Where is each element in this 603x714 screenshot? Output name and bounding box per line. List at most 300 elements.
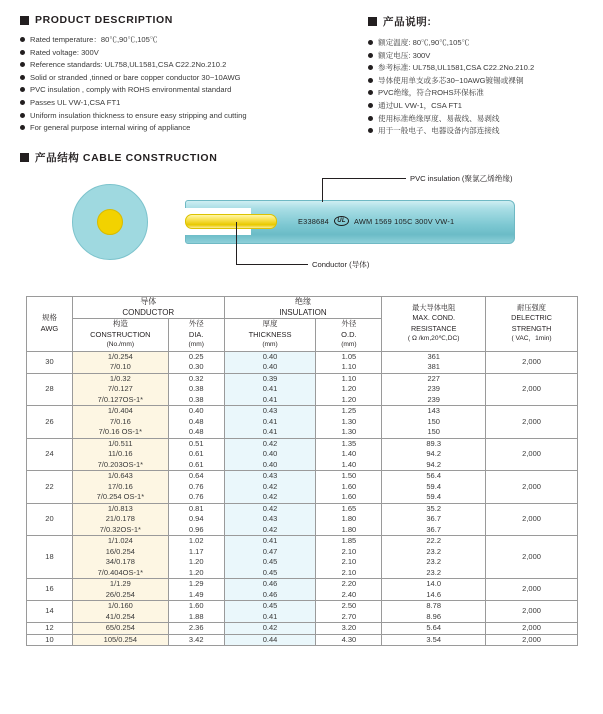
cell-line: 1.30 [341,427,357,436]
insulation-leader-horizontal [322,178,406,179]
list-item [368,125,598,136]
cell-line: 0.46 [262,589,278,599]
cell-line: 1/0.643 [107,471,133,480]
cell-line: 1.60 [188,601,204,610]
cell-dia [168,536,224,579]
cell-construction [72,373,168,406]
cell-line: 0.44 [262,634,278,644]
cell-dia [168,579,224,601]
cell-line: 1.60 [341,492,357,501]
header-resistance-cn: 最大导体电阻 [412,302,456,312]
insulation-leader-vertical [322,178,323,202]
table-row [27,634,578,646]
cell-line: 36.7 [426,524,441,534]
header-dielectric-unit: ( VAC，1min) [511,335,552,343]
product-description-list [20,34,340,134]
header-insulation-group [224,297,382,319]
header-od-cn: 外径 [341,319,357,328]
cell-line: 0.30 [188,362,204,371]
cell-resistance [382,623,486,635]
table-row [27,471,578,504]
list-item-label: Passes UL VW-1,CSA FT1 [30,97,121,107]
table-row [27,536,578,579]
bullet-dot-icon [20,125,25,130]
header-resistance-en-2: RESISTANCE [410,323,457,333]
cell-line: 59.4 [426,481,441,491]
cell-awg: 12 [27,623,73,635]
cell-line: 0.41 [262,427,278,436]
product-description-cn-block [368,14,598,138]
cell-line: 7/0.32OS-1* [99,524,141,534]
cell-dia [168,373,224,406]
cell-line: 3.54 [426,634,441,644]
cell-dielectric: 2,000 [486,351,578,373]
list-item [20,84,340,95]
cell-od [316,601,382,623]
bullet-dot-icon [368,78,373,83]
table-row [27,438,578,471]
cell-line: 0.41 [262,611,278,621]
cell-line: 0.64 [188,471,204,480]
cell-line: 1.40 [341,449,357,458]
description-area [0,14,603,134]
cell-od [316,579,382,601]
cell-line: 381 [427,362,440,371]
cell-dia [168,601,224,623]
list-item-label: 参考标准: UL758,UL1581,CSA C22.2No.210.2 [378,63,535,73]
list-item [20,72,340,83]
ul-file-number: E338684 [298,216,329,226]
list-item-label: Rated temperature：80℃,90℃,105℃ [30,35,158,44]
ul-logo-icon: UL [334,216,349,226]
cell-line: 7/0.127OS-1* [97,394,144,404]
cell-line: 0.81 [188,503,204,513]
specification-table-wrap [26,296,578,646]
cell-line: 1/1.024 [107,536,133,545]
cell-line: 8.78 [426,601,441,610]
cell-line: 7/0.203OS-1* [97,459,144,469]
header-dielectric [486,297,578,352]
cell-dia [168,623,224,635]
list-item-label: 导体使用单支或多芯30~10AWG镀锡或裸铜 [378,75,524,85]
cell-resistance [382,406,486,439]
cell-line: 0.42 [262,438,278,448]
cell-dia [168,438,224,471]
table-row [27,503,578,536]
cell-line: 1.85 [341,536,357,545]
cell-line: 105/0.254 [103,634,138,644]
cell-line: 23.2 [426,546,441,556]
cell-line: 0.41 [262,416,278,426]
list-item-label: PVC insulation , comply with ROHS environmental standard [30,85,232,95]
header-od [316,319,382,352]
header-dia-cn: 外径 [188,319,204,328]
cell-line: 1.80 [341,524,357,534]
list-item [368,37,598,48]
cell-line: 1.60 [341,481,357,491]
cell-line: 0.40 [262,351,278,361]
list-item-label: For general purpose internal wiring of appliance [30,123,191,133]
list-item [368,87,598,98]
cell-line: 1/0.813 [107,503,133,513]
cell-construction [72,438,168,471]
product-description-cn-heading [368,14,598,29]
bullet-dot-icon [368,103,373,108]
cell-line: 5.64 [426,623,441,632]
header-dia [168,319,224,352]
cell-dielectric: 2,000 [486,579,578,601]
cell-construction [72,601,168,623]
cell-line: 0.61 [188,459,204,469]
cell-line: 1.40 [341,459,357,469]
cell-line: 1.88 [188,611,204,621]
list-item [20,110,340,121]
cell-line: 1.02 [188,536,204,545]
cell-dielectric: 2,000 [486,623,578,635]
bullet-dot-icon [20,50,25,55]
header-dielectric-en-2: STRENGTH [511,323,552,333]
cell-dielectric: 2,000 [486,406,578,439]
cell-line: 2.10 [341,557,357,566]
cell-line: 0.32 [188,373,204,383]
cell-thickness [224,373,316,406]
header-conductor-cn: 导体 [140,297,157,306]
header-construction [72,319,168,352]
cell-line: 0.76 [188,481,204,491]
bullet-dot-icon [368,90,373,95]
cell-line: 11/0.16 [108,449,133,458]
conductor-label: Conductor (导体) [312,260,370,269]
cell-line: 65/0.254 [105,623,135,632]
bullet-dot-icon [368,53,373,58]
cell-line: 1.65 [341,503,357,513]
bullet-square-icon [20,16,29,25]
cell-line: 41/0.254 [105,611,135,621]
conductor-leader-vertical [236,222,237,264]
list-item [20,47,340,58]
list-item-label: Reference standards: UL758,UL1581,CSA C22.2No.210.2 [30,60,227,70]
cell-line: 0.45 [262,567,278,577]
cell-line: 0.48 [188,416,204,426]
cell-od [316,351,382,373]
cell-thickness [224,634,316,646]
list-item-label: PVC绝缘，符合ROHS环保标准 [378,88,484,98]
header-awg [27,297,73,352]
cell-line: 1.17 [188,546,204,556]
list-item-label: Solid or stranded ,tinned or bare copper conductor 30~10AWG [30,72,241,82]
header-dia-en: DIA. [188,329,204,339]
cell-line: 1.80 [341,514,357,523]
cell-line: 2.10 [341,567,357,577]
cell-construction [72,579,168,601]
cell-dielectric: 2,000 [486,536,578,579]
header-dielectric-cn: 耐压强度 [517,302,546,312]
table-row [27,601,578,623]
header-construction-en: CONSTRUCTION [90,329,151,339]
cell-line: 1.05 [341,351,357,361]
header-conductor-group [72,297,224,319]
cell-thickness [224,471,316,504]
cell-line: 0.40 [262,362,278,371]
cell-line: 1/1.29 [109,579,131,588]
list-item-label: 用于一般电子、电器设备内部连接线 [378,126,500,136]
table-header-group-row [27,297,578,319]
table-row [27,373,578,406]
cell-line: 0.25 [188,351,204,361]
cell-line: 0.40 [188,406,204,415]
cell-resistance [382,601,486,623]
product-description-title: PRODUCT DESCRIPTION [35,14,173,26]
bullet-dot-icon [20,100,25,105]
cross-section-conductor [97,209,123,235]
cell-resistance [382,373,486,406]
cell-line: 1/0.404 [107,406,133,415]
cell-line: 0.45 [262,601,278,610]
bullet-dot-icon [368,128,373,133]
cell-line: 0.47 [262,546,278,556]
cable-printed-marking [298,216,454,226]
insulation-label: PVC insulation (聚氯乙烯绝缘) [410,174,513,183]
bullet-dot-icon [20,87,25,92]
cell-line: 94.2 [426,449,441,458]
cell-line: 0.51 [188,438,204,448]
header-thickness-cn: 厚度 [262,319,278,328]
cell-thickness [224,536,316,579]
cell-line: 89.3 [426,438,441,448]
cable-construction-title: 产品结构 CABLE CONSTRUCTION [35,152,218,164]
cell-construction [72,503,168,536]
list-item [368,75,598,86]
cell-line: 26/0.254 [105,589,135,599]
conductor-leader-horizontal [236,264,308,265]
cell-line: 239 [427,394,440,404]
cell-line: 0.42 [262,503,278,513]
cell-line: 23.2 [426,567,441,577]
header-insulation-cn: 绝缘 [294,297,311,306]
header-od-en: O.D. [341,329,357,339]
list-item [20,34,340,45]
cell-line: 0.43 [262,471,278,480]
cable-rating-text: AWM 1569 105C 300V VW-1 [354,216,455,226]
cell-awg: 22 [27,471,73,504]
cell-line: 0.76 [188,492,204,501]
cell-line: 0.94 [188,514,204,523]
cell-line: 0.43 [262,514,278,523]
bullet-dot-icon [20,37,25,42]
list-item-label: Rated voltage: 300V [30,47,99,57]
bullet-dot-icon [20,62,25,67]
header-insulation-en: INSULATION [279,307,327,317]
cell-line: 35.2 [426,503,441,513]
header-thickness [224,319,316,352]
cell-line: 1.10 [341,373,357,383]
cell-line: 0.61 [188,449,204,458]
cell-line: 2.50 [341,601,357,610]
cell-line: 2.40 [341,589,357,599]
table-row [27,623,578,635]
table-row [27,406,578,439]
cell-line: 16/0.254 [105,546,135,556]
header-resistance-unit: ( Ω /km,20℃,DC) [407,335,460,343]
cell-line: 1/0.160 [107,601,133,610]
cell-line: 14.6 [426,589,441,599]
cell-line: 59.4 [426,492,441,501]
bullet-dot-icon [368,65,373,70]
cell-construction [72,351,168,373]
cell-line: 1.20 [341,384,357,393]
cell-line: 0.39 [262,373,278,383]
header-awg-en: AWG [40,323,59,333]
cable-conductor [185,214,277,229]
cell-dia [168,634,224,646]
cell-thickness [224,601,316,623]
cell-od [316,471,382,504]
cell-dielectric: 2,000 [486,601,578,623]
cell-line: 0.42 [262,481,278,491]
cell-od [316,634,382,646]
cell-awg: 24 [27,438,73,471]
cell-od [316,373,382,406]
list-item [368,50,598,61]
cell-line: 7/0.10 [109,362,131,371]
bullet-square-icon [20,153,29,162]
list-item [20,59,340,70]
cell-dielectric: 2,000 [486,503,578,536]
cell-awg: 28 [27,373,73,406]
cell-line: 0.40 [262,459,278,469]
cell-line: 7/0.16 OS-1* [98,427,143,436]
bullet-dot-icon [368,116,373,121]
list-item [20,122,340,133]
header-construction-unit: (No./mm) [106,341,135,348]
product-description-block [20,14,340,135]
table-row [27,579,578,601]
table-row [27,351,578,373]
bullet-square-icon [368,17,377,26]
cell-resistance [382,579,486,601]
cell-resistance [382,634,486,646]
cell-line: 1.35 [341,438,357,448]
list-item-label: Uniform insulation thickness to ensure easy stripping and cutting [30,110,247,120]
cell-od [316,623,382,635]
cell-line: 36.7 [426,514,441,523]
cell-awg: 20 [27,503,73,536]
cell-awg: 26 [27,406,73,439]
cell-line: 0.96 [188,524,204,534]
cross-section-insulation [72,184,148,260]
cell-line: 1.10 [341,362,357,371]
cell-od [316,438,382,471]
cell-line: 1/0.511 [108,438,133,448]
cell-line: 0.48 [188,427,204,436]
cable-diagram [0,172,603,282]
cell-dia [168,406,224,439]
cell-line: 0.41 [262,394,278,404]
cell-thickness [224,438,316,471]
cell-dielectric: 2,000 [486,634,578,646]
cell-line: 0.42 [262,524,278,534]
cell-line: 0.38 [188,384,204,393]
cell-line: 0.41 [262,384,278,393]
cell-od [316,503,382,536]
cell-line: 1/0.32 [109,373,131,383]
cell-line: 239 [427,384,440,393]
cell-line: 2.70 [341,611,357,621]
cell-line: 0.41 [262,536,278,545]
list-item [20,97,340,108]
header-awg-cn: 规格 [41,313,57,323]
cell-thickness [224,503,316,536]
cell-thickness [224,351,316,373]
cell-line: 0.40 [262,449,278,458]
cell-line: 8.96 [426,611,441,621]
cell-line: 14.0 [426,579,441,588]
cell-line: 0.43 [262,406,278,415]
header-conductor-en: CONDUCTOR [122,307,175,317]
cell-line: 1.25 [341,406,357,415]
cell-od [316,406,382,439]
cell-line: 1/0.254 [107,351,133,361]
cell-line: 3.20 [341,623,357,632]
cell-awg: 10 [27,634,73,646]
cell-line: 7/0.404OS-1* [97,567,144,577]
cell-thickness [224,623,316,635]
cell-line: 2.10 [341,546,357,556]
bullet-dot-icon [20,75,25,80]
cell-line: 23.2 [426,557,441,566]
cell-awg: 14 [27,601,73,623]
cell-line: 7/0.16 [109,416,131,426]
cell-line: 56.4 [426,471,441,480]
cell-dielectric: 2,000 [486,438,578,471]
cell-construction [72,471,168,504]
cell-thickness [224,579,316,601]
cell-resistance [382,471,486,504]
cell-awg: 18 [27,536,73,579]
cell-line: 1.20 [188,567,204,577]
cell-awg: 16 [27,579,73,601]
cell-dia [168,471,224,504]
header-thickness-unit: (mm) [262,341,278,348]
specification-table [26,296,578,646]
header-dia-unit: (mm) [188,341,204,348]
bullet-dot-icon [368,40,373,45]
cell-line: 2.20 [341,579,357,588]
cell-line: 0.42 [262,492,278,501]
cell-line: 1.20 [188,557,204,566]
cell-line: 7/0.127 [107,384,133,393]
header-resistance [382,297,486,352]
cell-line: 150 [427,416,440,426]
cell-construction [72,634,168,646]
cell-line: 94.2 [426,459,441,469]
cell-line: 227 [427,373,440,383]
cable-construction-heading [20,150,217,165]
bullet-dot-icon [20,113,25,118]
list-item [368,62,598,73]
cell-awg: 30 [27,351,73,373]
cell-resistance [382,438,486,471]
specification-table-body [27,351,578,646]
cell-line: 0.45 [262,557,278,566]
cell-line: 1.30 [341,416,357,426]
list-item-label: 额定电压: 300V [378,50,431,60]
list-item-label: 使用标准绝缘厚度、易裁线、易剥线 [378,113,500,123]
cell-dia [168,351,224,373]
header-thickness-en: THICKNESS [248,329,292,339]
cell-line: 143 [427,406,440,415]
cell-line: 3.42 [188,634,204,644]
